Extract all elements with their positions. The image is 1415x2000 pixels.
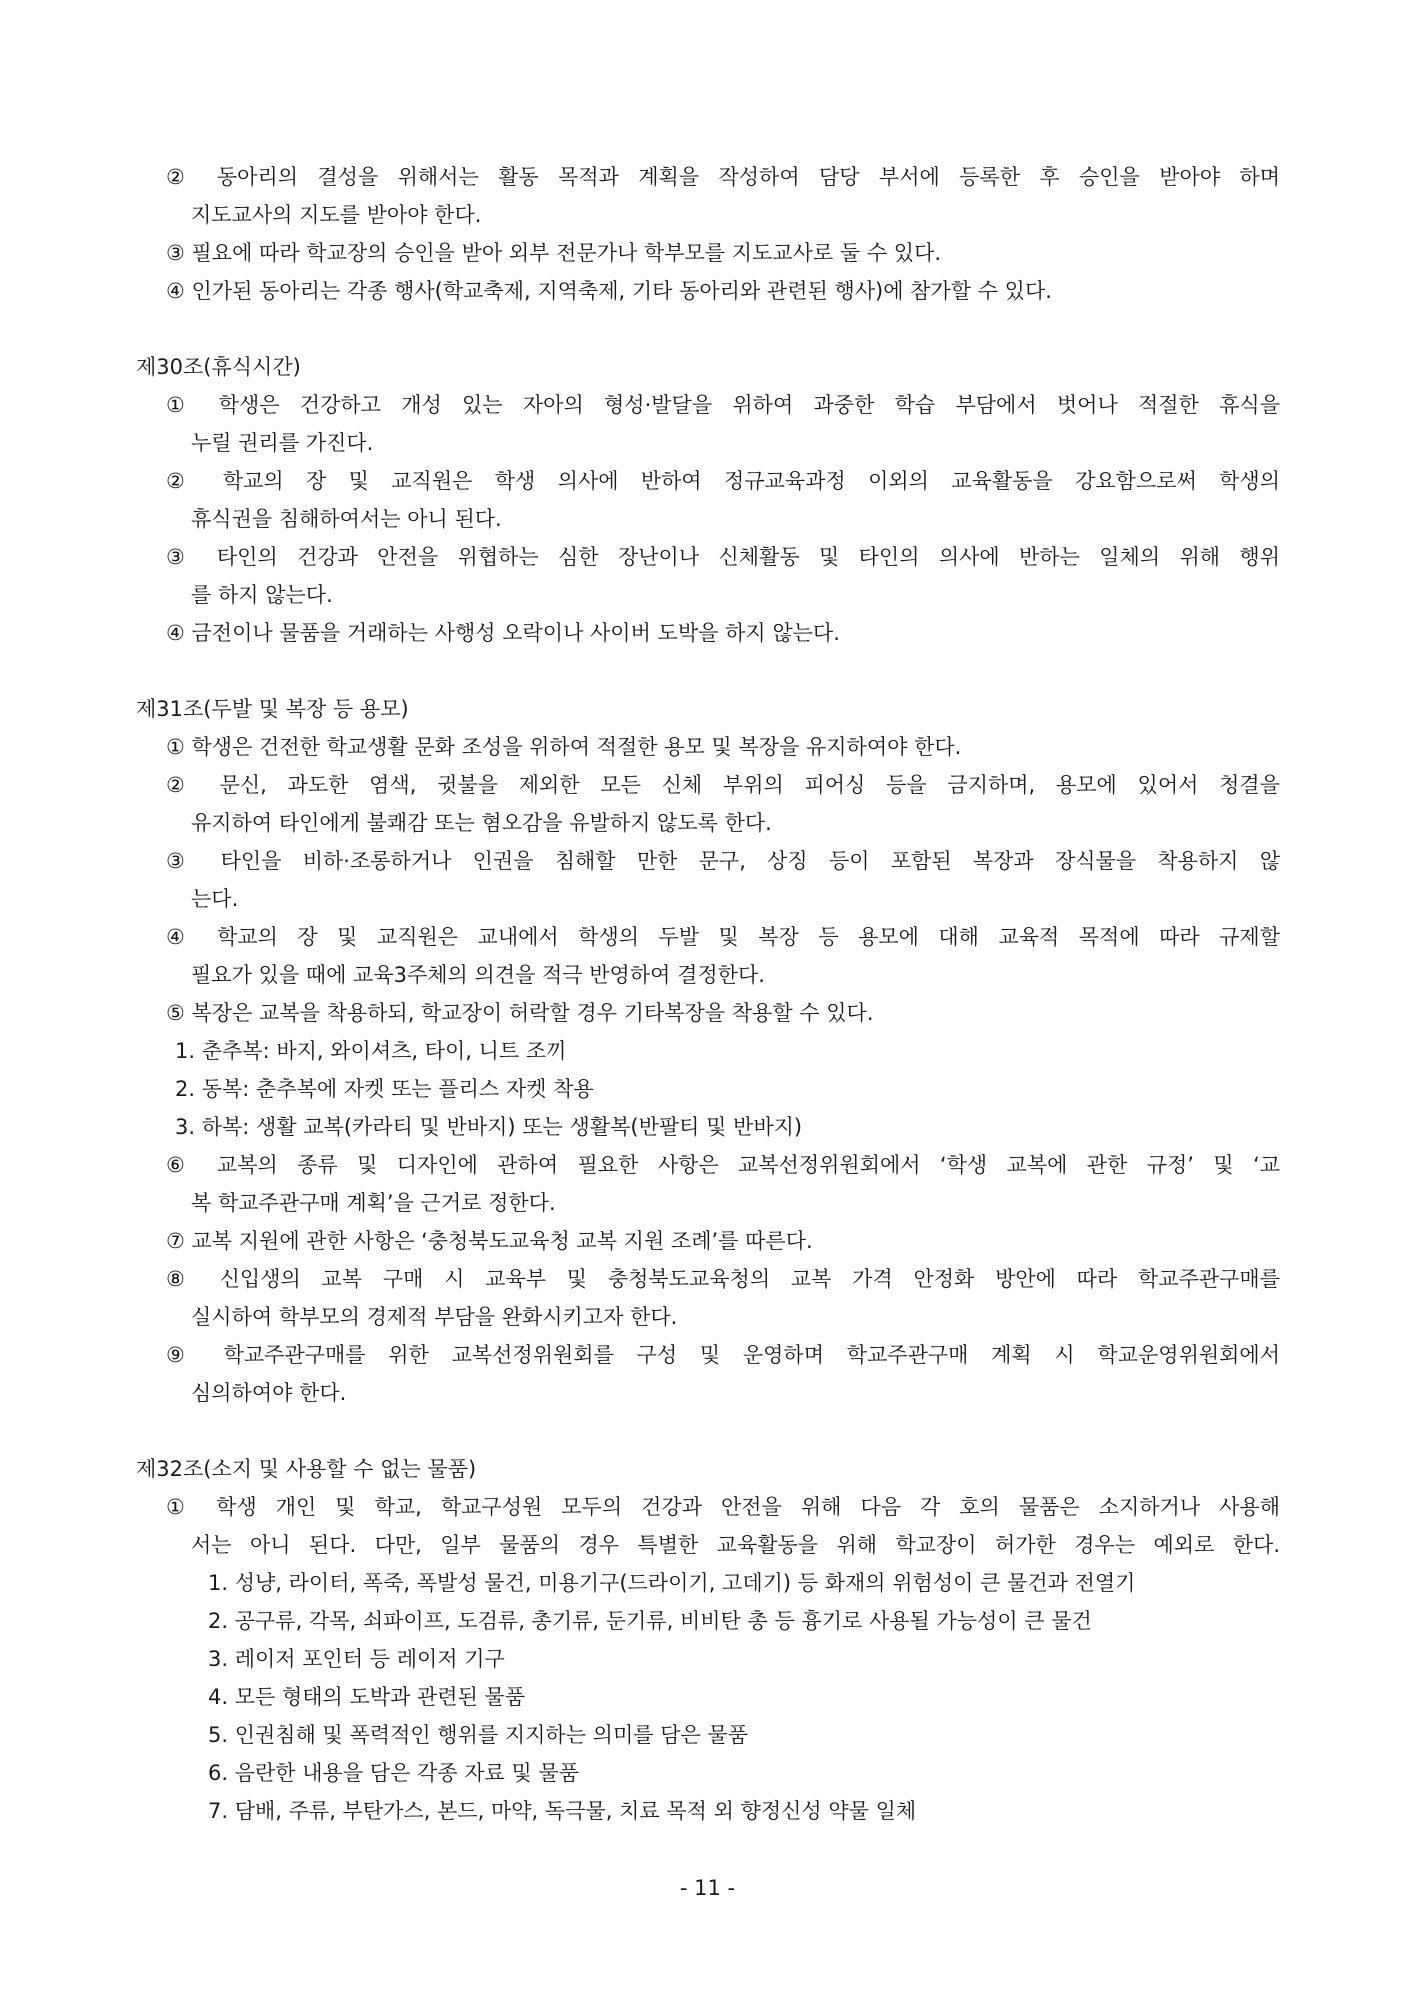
art31-para1: ① 학생은 건전한 학교생활 문화 조성을 위하여 적절한 용모 및 복장을 유지하여야 한다. (166, 735, 962, 759)
art30-para1-line1: ① 학생은 건강하고 개성 있는 자아의 형성·발달을 위하여 과중한 학습 부담에서 벗어나 적절한 휴식을 (166, 393, 1280, 417)
art32-title: 제32조(소지 및 사용할 수 없는 물품) (136, 1457, 477, 1481)
art31-para3-line1: ③ 타인을 비하·조롱하거나 인권을 침해할 만한 문구, 상징 등이 포함된 복장과 장식물을 착용하지 않 (166, 849, 1280, 873)
art31-para4-line2: 필요가 있을 때에 교육3주체의 의견을 적극 반영하여 결정한다. (191, 963, 765, 987)
art30-title: 제30조(휴식시간) (136, 355, 301, 379)
art32-item3: 3. 레이저 포인터 등 레이저 기구 (208, 1647, 505, 1671)
art31-para6-line1: ⑥ 교복의 종류 및 디자인에 관하여 필요한 사항은 교복선정위원회에서 ‘학생 교복에 관한 규정’ 및 ‘교 (166, 1153, 1280, 1177)
art31-para5-item2: 2. 동복: 춘추복에 자켓 또는 플리스 자켓 착용 (175, 1077, 594, 1101)
art32-item7: 7. 담배, 주류, 부탄가스, 본드, 마약, 독극물, 치료 목적 외 향정신성 약물 일체 (208, 1799, 917, 1823)
art31-para5: ⑤ 복장은 교복을 착용하되, 학교장이 허락할 경우 기타복장을 착용할 수 있다. (166, 1001, 874, 1025)
art30-para2-line1: ② 학교의 장 및 교직원은 학생 의사에 반하여 정규교육과정 이외의 교육활동을 강요함으로써 학생의 (166, 469, 1280, 493)
art31-para2-line2: 유지하여 타인에게 불쾌감 또는 혐오감을 유발하지 않도록 한다. (191, 811, 772, 835)
art29-para3: ③ 필요에 따라 학교장의 승인을 받아 외부 전문가나 학부모를 지도교사로 둘 수 있다. (166, 241, 942, 265)
art31-para3-line2: 는다. (191, 887, 239, 911)
art32-item5: 5. 인권침해 및 폭력적인 행위를 지지하는 의미를 담은 물품 (208, 1723, 749, 1747)
art32-item1: 1. 성냥, 라이터, 폭죽, 폭발성 물건, 미용기구(드라이기, 고데기) 등 화재의 위험성이 큰 물건과 전열기 (208, 1571, 1136, 1595)
art31-para7: ⑦ 교복 지원에 관한 사항은 ‘충청북도교육청 교복 지원 조례’를 따른다. (166, 1229, 813, 1253)
art31-title: 제31조(두발 및 복장 등 용모) (136, 697, 409, 721)
art32-para1-line2: 서는 아니 된다. 다만, 일부 물품의 경우 특별한 교육활동을 위해 학교장이 허가한 경우는 예외로 한다. (191, 1533, 1280, 1557)
art32-item6: 6. 음란한 내용을 담은 각종 자료 및 물품 (208, 1761, 580, 1785)
art31-para9-line1: ⑨ 학교주관구매를 위한 교복선정위원회를 구성 및 운영하며 학교주관구매 계획 시 학교운영위원회에서 (166, 1343, 1280, 1367)
art31-para8-line1: ⑧ 신입생의 교복 구매 시 교육부 및 충청북도교육청의 교복 가격 안정화 방안에 따라 학교주관구매를 (166, 1267, 1280, 1291)
art30-para2-line2: 휴식권을 침해하여서는 아니 된다. (191, 507, 502, 531)
art31-para9-line2: 심의하여야 한다. (191, 1381, 347, 1405)
art32-para1-line1: ① 학생 개인 및 학교, 학교구성원 모두의 건강과 안전을 위해 다음 각 호의 물품은 소지하거나 사용해 (166, 1495, 1280, 1519)
art30-para3-line1: ③ 타인의 건강과 안전을 위협하는 심한 장난이나 신체활동 및 타인의 의사에 반하는 일체의 위해 행위 (166, 545, 1280, 569)
page-number: - 11 - (679, 1876, 736, 1900)
art30-para4: ④ 금전이나 물품을 거래하는 사행성 오락이나 사이버 도박을 하지 않는다. (166, 621, 840, 645)
art31-para6-line2: 복 학교주관구매 계획’을 근거로 정한다. (191, 1191, 556, 1215)
art30-para1-line2: 누릴 권리를 가진다. (191, 431, 374, 455)
art31-para8-line2: 실시하여 학부모의 경제적 부담을 완화시키고자 한다. (191, 1305, 678, 1329)
art29-para4: ④ 인가된 동아리는 각종 행사(학교축제, 지역축제, 기타 동아리와 관련된 행사)에 참가할 수 있다. (166, 279, 1052, 303)
art32-item2: 2. 공구류, 각목, 쇠파이프, 도검류, 총기류, 둔기류, 비비탄 총 등 흉기로 사용될 가능성이 큰 물건 (208, 1609, 1092, 1633)
art31-para5-item3: 3. 하복: 생활 교복(카라티 및 반바지) 또는 생활복(반팔티 및 반바지) (175, 1115, 803, 1139)
art32-item4: 4. 모든 형태의 도박과 관련된 물품 (208, 1685, 526, 1709)
art31-para2-line1: ② 문신, 과도한 염색, 귓불을 제외한 모든 신체 부위의 피어싱 등을 금지하며, 용모에 있어서 청결을 (166, 773, 1280, 797)
art31-para4-line1: ④ 학교의 장 및 교직원은 교내에서 학생의 두발 및 복장 등 용모에 대해 교육적 목적에 따라 규제할 (166, 925, 1280, 949)
art29-para2-line1: ② 동아리의 결성을 위해서는 활동 목적과 계획을 작성하여 담당 부서에 등록한 후 승인을 받아야 하며 (166, 165, 1280, 189)
art31-para5-item1: 1. 춘추복: 바지, 와이셔츠, 타이, 니트 조끼 (175, 1039, 567, 1063)
art29-para2-line2: 지도교사의 지도를 받아야 한다. (191, 203, 482, 227)
art30-para3-line2: 를 하지 않는다. (191, 583, 333, 607)
